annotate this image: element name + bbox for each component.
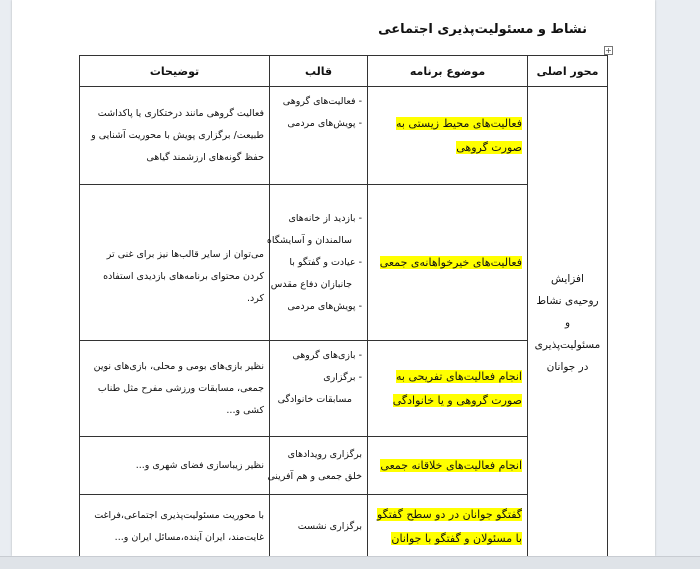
header-axis: محور اصلی bbox=[528, 56, 608, 87]
topic-cell bbox=[368, 87, 528, 185]
format-line: - پویش‌های مردمی bbox=[287, 118, 362, 129]
topic-cell bbox=[368, 185, 528, 341]
format-line: - بازی‌های گروهی bbox=[292, 350, 362, 361]
format-line: جانبازان دفاع مقدس bbox=[270, 278, 352, 290]
header-description: توضیحات bbox=[80, 56, 270, 87]
topic-highlight: گفتگو جوانان در دو سطح گفتگو با مسئولان و گفتگو با جوانان bbox=[376, 507, 522, 545]
format-line: - بازدید از خانه‌های bbox=[288, 212, 362, 224]
table-row bbox=[80, 87, 608, 185]
format-line: برگزاری نشست bbox=[297, 520, 362, 532]
topic-highlight: انجام فعالیت‌های خلاقانه جمعی bbox=[380, 458, 522, 472]
header-format: قالب bbox=[270, 56, 368, 87]
format-cell bbox=[270, 495, 368, 557]
topic-cell bbox=[368, 437, 528, 495]
topic-cell bbox=[368, 495, 528, 557]
format-line: - پویش‌های مردمی bbox=[287, 300, 362, 312]
status-bar bbox=[0, 556, 700, 569]
format-cell bbox=[270, 341, 368, 437]
description-cell: فعالیت گروهی مانند درختکاری یا پاکداشت طبیعت/ برگزاری پویش با محوریت آشنایی و حفظ گونه‌های ارزشمند گیاهی bbox=[80, 87, 270, 185]
axis-cell: افزایش روحیه‌ی نشاط و مسئولیت‌پذیری در جوانان bbox=[528, 87, 608, 557]
format-line: مسابقات خانوادگی bbox=[277, 394, 352, 405]
format-line: خلق جمعی و هم آفرینی bbox=[267, 470, 362, 482]
header-topic: موضوع برنامه bbox=[368, 56, 528, 87]
topic-highlight: فعالیت‌های محیط زیستی به صورت گروهی bbox=[395, 116, 522, 154]
topic-cell bbox=[368, 341, 528, 437]
format-cell bbox=[267, 437, 368, 495]
format-cell bbox=[266, 185, 368, 341]
format-line: سالمندان و آسایشگاه bbox=[266, 234, 352, 246]
format-line: برگزاری رویدادهای bbox=[287, 448, 362, 460]
document-page bbox=[12, 0, 655, 556]
format-line: - فعالیت‌های گروهی bbox=[282, 96, 362, 107]
description-cell: می‌توان از سایر قالب‌ها نیز برای غنی تر کردن محتوای برنامه‌های بازدیدی استفاده کرد. bbox=[80, 185, 270, 341]
program-table bbox=[79, 55, 608, 556]
description-cell: نظیر بازی‌های بومی و محلی، بازی‌های نوین جمعی، مسابقات ورزشی مفرح مثل طناب کشی و... bbox=[80, 341, 270, 437]
description-cell: نظیر زیباسازی فضای شهری و... bbox=[80, 437, 270, 495]
description-cell: با محوریت مسئولیت‌پذیری اجتماعی،فراغت غایت‌مند، ایران آینده،مسائل ایران و... bbox=[80, 495, 270, 557]
table-header-row bbox=[80, 56, 608, 87]
table-move-handle[interactable]: + bbox=[605, 46, 612, 55]
format-line: - عیادت و گفتگو با bbox=[289, 256, 362, 268]
section-title: نشاط و مسئولیت‌پذیری اجتماعی bbox=[378, 22, 587, 37]
format-cell bbox=[270, 87, 368, 185]
topic-highlight: فعالیت‌های خیرخواهانه‌ی جمعی bbox=[379, 255, 522, 269]
topic-highlight: انجام فعالیت‌های تفریحی به صورت گروهی و یا خانوادگی bbox=[392, 369, 522, 407]
format-line: - برگزاری bbox=[323, 372, 362, 383]
